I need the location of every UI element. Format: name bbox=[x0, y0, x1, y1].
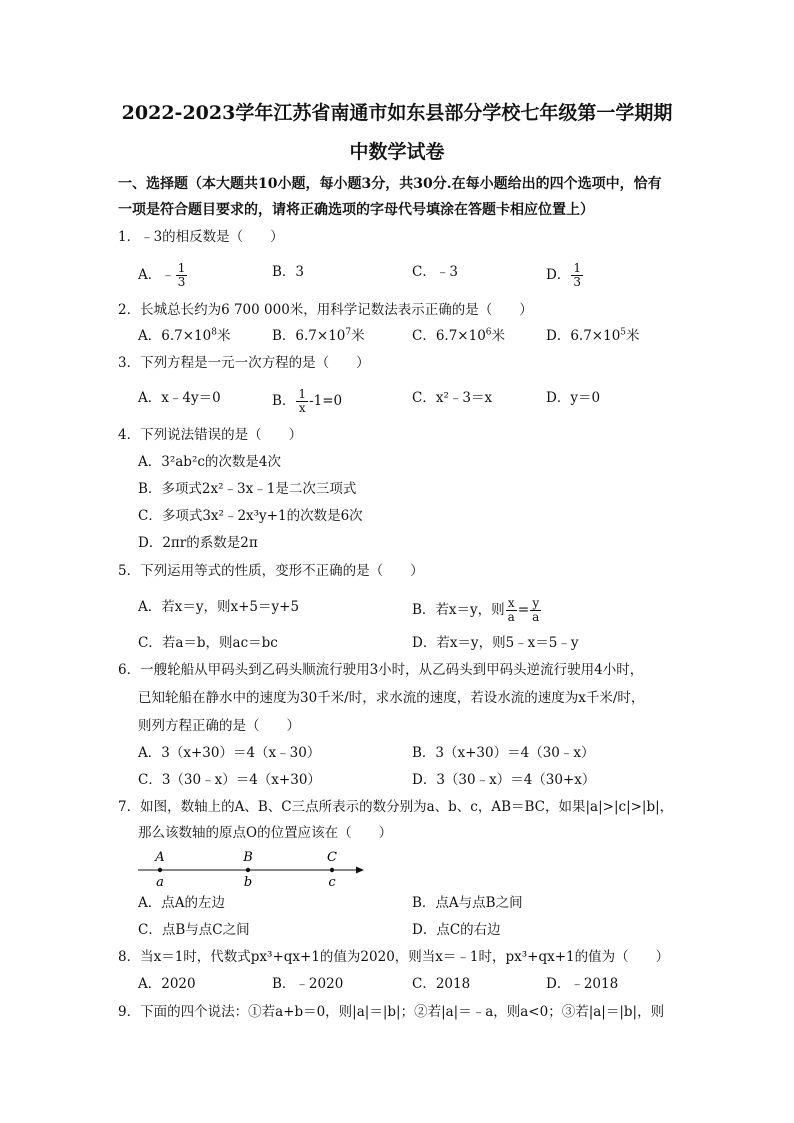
point-b-value: b bbox=[243, 875, 253, 890]
fraction: $\frac{1}{3}$ bbox=[573, 261, 581, 289]
number-line-figure bbox=[130, 846, 370, 890]
q5-option-c: C．若a＝b，则ac＝bc bbox=[138, 635, 278, 651]
q3-option-a: A．x﹣4y＝0 bbox=[138, 390, 221, 406]
q6-option-a: A．3（x+30）＝4（x﹣30） bbox=[138, 745, 321, 761]
point-a-label: A bbox=[155, 850, 165, 865]
point-b-dot bbox=[246, 868, 250, 872]
q4-option-b: B．多项式2x²﹣3x﹣1是二次三项式 bbox=[138, 481, 357, 497]
fraction: $\frac{y}{a}$ bbox=[532, 596, 540, 624]
q6-option-b: B．3（x+30）＝4（30﹣x） bbox=[412, 745, 595, 761]
q7-stem-line-1: 7．如图，数轴上的A、B、C三点所表示的数分别为a、b、c，AB＝BC，如果|a|>|c|>|b|， bbox=[118, 799, 674, 815]
point-a-value: a bbox=[156, 875, 164, 890]
q1-option-a: A．﹣ $\frac{1}{3}$ bbox=[138, 261, 186, 289]
q9-stem: 9．下面的四个说法：①若a+b＝0，则|a|＝|b|；②若|a|＝﹣a，则a<0；③若|a|＝|b|，则 bbox=[118, 1004, 665, 1020]
q1-option-d: D． $\frac{1}{3}$ bbox=[546, 261, 581, 289]
q4-option-c: C．多项式3x²﹣2x³y+1的次数是6次 bbox=[138, 508, 363, 524]
section-heading-line-2: 一项是符合题目要求的，请将正确选项的字母代号填涂在答题卡相应位置上） bbox=[118, 202, 594, 218]
q6-stem-line-1: 6．一艘轮船从甲码头到乙码头顺流行驶用3小时，从乙码头到甲码头逆流行驶用4小时， bbox=[118, 662, 644, 678]
section-heading-line-1: 一、选择题（本大题共10小题，每小题3分，共30分.在每小题给出的四个选项中，恰有 bbox=[118, 176, 662, 192]
q7-stem-line-2: 那么该数轴的原点O的位置应该在（ ） bbox=[138, 825, 393, 841]
q8-option-c: C．2018 bbox=[412, 976, 471, 992]
title-line-2: 中数学试卷 bbox=[349, 141, 445, 163]
q8-stem: 8．当x＝1时，代数式px³+qx+1的值为2020，则当x＝﹣1时，px³+qx+1的值为（ ） bbox=[118, 949, 670, 965]
q1-option-b: B．3 bbox=[272, 264, 305, 280]
q2-stem: 2．长城总长约为6 700 000米，用科学记数法表示正确的是（ ） bbox=[118, 302, 533, 318]
q6-stem-line-3: 则列方程正确的是（ ） bbox=[138, 718, 300, 734]
q7-option-b: B．点A与点B之间 bbox=[412, 895, 523, 911]
q6-stem-line-2: 已知轮船在静水中的速度为30千米/时，求水流的速度，若设水流的速度为x千米/时， bbox=[138, 690, 645, 706]
q5-option-a: A．若x＝y，则x+5＝y+5 bbox=[138, 599, 300, 615]
q6-option-c: C．3（30﹣x）＝4（x+30） bbox=[138, 772, 321, 788]
q4-option-d: D．2πr的系数是2π bbox=[138, 535, 258, 551]
q3-option-d: D．y＝0 bbox=[546, 390, 601, 406]
q1-option-c: C．﹣3 bbox=[412, 264, 458, 280]
arrow-right-icon bbox=[356, 867, 364, 874]
fraction: $\frac{x}{a}$ bbox=[507, 596, 515, 624]
title-line-1: 2022-2023学年江苏省南通市如东县部分学校七年级第一学期期 bbox=[121, 102, 673, 124]
fraction: $\frac{1}{3}$ bbox=[177, 261, 186, 289]
q7-option-c: C．点B与点C之间 bbox=[138, 922, 250, 938]
q3-stem: 3．下列方程是一元一次方程的是（ ） bbox=[118, 355, 370, 371]
point-c-label: C bbox=[327, 850, 337, 865]
q5-option-d: D．若x＝y，则5﹣x＝5﹣y bbox=[412, 635, 579, 651]
q5-option-b: B．若x＝y，则 $\frac{x}{a}$ = $\frac{y}{a}$ bbox=[412, 596, 540, 624]
q5-stem: 5．下列运用等式的性质，变形不正确的是（ ） bbox=[118, 563, 424, 579]
q2-option-d: D．$6.7\times 10^5$米 bbox=[546, 327, 640, 344]
point-c-dot bbox=[330, 868, 334, 872]
q2-option-b: B．$6.7\times 10^7$米 bbox=[272, 327, 365, 344]
q3-option-c: C．x²﹣3＝x bbox=[412, 390, 493, 406]
q7-option-a: A．点A的左边 bbox=[138, 895, 225, 911]
q4-option-a: A．3²ab²c的次数是4次 bbox=[138, 454, 282, 470]
q8-option-a: A．2020 bbox=[138, 976, 196, 992]
q2-option-c: C．$6.7\times 10^6$米 bbox=[412, 327, 506, 344]
q8-option-b: B．﹣2020 bbox=[272, 976, 344, 992]
fraction: $\frac{1}{x}$ bbox=[298, 387, 307, 415]
q4-stem: 4．下列说法错误的是（ ） bbox=[118, 427, 303, 443]
point-a-dot bbox=[158, 868, 162, 872]
q2-option-a: A．$6.7\times 10^8$米 bbox=[138, 327, 231, 344]
q7-option-d: D．点C的右边 bbox=[412, 922, 501, 938]
point-c-value: c bbox=[328, 875, 336, 890]
q3-option-b: B． $\frac{1}{x}$ -1=0 bbox=[272, 387, 343, 415]
q6-option-d: D．3（30﹣x）＝4（30+x） bbox=[412, 772, 596, 788]
point-b-label: B bbox=[243, 850, 253, 865]
q1-stem: 1．﹣3的相反数是（ ） bbox=[118, 229, 284, 245]
q8-option-d: D．﹣2018 bbox=[546, 976, 619, 992]
